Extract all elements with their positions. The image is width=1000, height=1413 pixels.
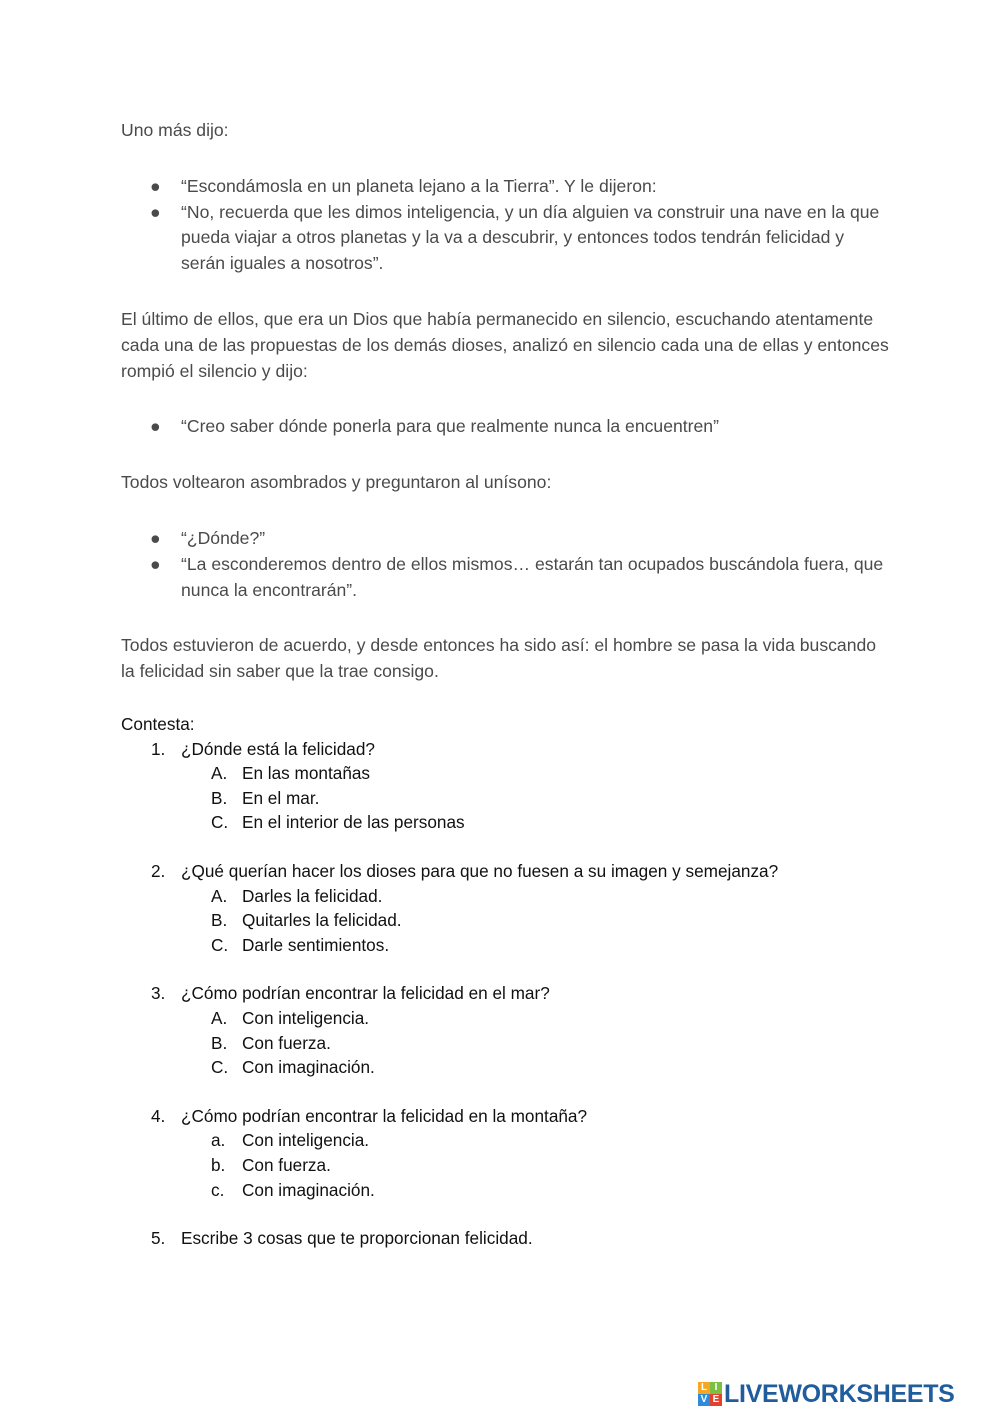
answer-option xyxy=(121,761,901,786)
answer-option xyxy=(121,884,901,909)
answer-option xyxy=(121,1055,901,1080)
option-text: Con imaginación. xyxy=(242,1179,375,1200)
answer-option xyxy=(121,786,901,811)
option-text: Con imaginación. xyxy=(242,1057,375,1078)
option-text: Con fuerza. xyxy=(242,1154,331,1175)
question-text: Escribe 3 cosas que te proporcionan felicidad. xyxy=(181,1228,533,1249)
logo-letter: V xyxy=(698,1394,710,1406)
story-text xyxy=(121,118,891,685)
answer-option xyxy=(121,908,901,933)
option-text: Darles la felicidad. xyxy=(242,885,383,906)
story-paragraph: El último de ellos, que era un Dios que había permanecido en silencio, escuchando atentamente cada una de las propuestas de los demás dioses, analizó en silencio cada una de ellas y entonces rompió el silencio y dijo: xyxy=(121,308,889,381)
option-letter: C. xyxy=(211,812,229,833)
question-text: ¿Qué querían hacer los dioses para que no fuesen a su imagen y semejanza? xyxy=(181,860,779,881)
option-text: Con inteligencia. xyxy=(242,1130,370,1151)
option-letter: B. xyxy=(211,1032,228,1053)
option-letter: b. xyxy=(211,1154,226,1175)
answer-option xyxy=(121,1178,901,1203)
story-paragraph: Todos estuvieron de acuerdo, y desde entonces ha sido así: el hombre se pasa la vida buscando la felicidad sin saber que la trae consigo. xyxy=(121,635,877,682)
liveworksheets-logo xyxy=(698,1380,955,1408)
bullet-symbol: ● xyxy=(150,201,161,222)
question-number: 4. xyxy=(151,1105,166,1126)
option-letter: c. xyxy=(211,1179,225,1200)
bullet-item: ● “No, recuerda que les dimos inteligencia, y un día alguien va construir una nave en la que pueda viajar a otros planetas y la va a descubrir, y entonces todos tendrán felicidad y serán iguales a nosotros”. xyxy=(150,201,880,274)
question-number: 2. xyxy=(151,860,166,881)
bullet-list-1 xyxy=(121,174,891,277)
bullet-symbol: ● xyxy=(150,175,161,196)
question-text: ¿Cómo podrían encontrar la felicidad en el mar? xyxy=(181,983,550,1004)
bullet-symbol: ● xyxy=(150,553,161,574)
option-text: Con inteligencia. xyxy=(242,1007,370,1028)
option-letter: A. xyxy=(211,885,228,906)
option-letter: C. xyxy=(211,934,229,955)
question-1 xyxy=(121,737,901,762)
answer-option xyxy=(121,1031,901,1056)
option-text: Quitarles la felicidad. xyxy=(242,910,402,931)
option-text: En las montañas xyxy=(242,763,371,784)
question-text: ¿Cómo podrían encontrar la felicidad en la montaña? xyxy=(181,1105,588,1126)
answer-option xyxy=(121,1153,901,1178)
bullet-item: ● “Escondámosla en un planeta lejano a la Tierra”. Y le dijeron: xyxy=(121,174,891,200)
answer-option xyxy=(121,810,901,835)
answer-option xyxy=(121,1006,901,1031)
quiz-heading: Contesta: xyxy=(121,714,195,734)
question-number: 3. xyxy=(151,983,166,1004)
story-intro: Uno más dijo: xyxy=(121,120,229,140)
logo-letter: E xyxy=(710,1394,722,1406)
question-2 xyxy=(121,859,901,884)
option-text: En el mar. xyxy=(242,787,320,808)
logo-letter: L xyxy=(698,1382,710,1394)
option-text: Darle sentimientos. xyxy=(242,934,390,955)
bullet-item: ● “Creo saber dónde ponerla para que realmente nunca la encuentren” xyxy=(121,414,891,440)
bullet-item: ● “La esconderemos dentro de ellos mismos… estarán tan ocupados buscándola fuera, que nunca la encontrarán”. xyxy=(150,553,884,600)
question-number: 1. xyxy=(151,738,166,759)
question-text: ¿Dónde está la felicidad? xyxy=(181,738,375,759)
option-letter: B. xyxy=(211,910,228,931)
question-number: 5. xyxy=(151,1228,166,1249)
bullet-list-3 xyxy=(121,526,891,603)
option-letter: C. xyxy=(211,1057,229,1078)
bullet-symbol: ● xyxy=(150,527,161,548)
story-paragraph: Todos voltearon asombrados y preguntaron al unísono: xyxy=(121,472,552,493)
bullet-item: ● “¿Dónde?” xyxy=(121,526,891,552)
bullet-list-2 xyxy=(121,414,891,440)
option-letter: A. xyxy=(211,1007,228,1028)
option-letter: a. xyxy=(211,1130,226,1151)
logo-letter: I xyxy=(710,1382,722,1394)
question-3 xyxy=(121,981,901,1006)
question-list xyxy=(121,737,901,1251)
logo-text: LIVEWORKSHEETS xyxy=(724,1379,955,1408)
logo-mark-icon xyxy=(698,1382,722,1406)
option-text: En el interior de las personas xyxy=(242,812,465,833)
bullet-symbol: ● xyxy=(150,416,161,437)
quiz-section xyxy=(121,712,901,1251)
question-5 xyxy=(121,1226,901,1251)
option-letter: A. xyxy=(211,763,228,784)
answer-option xyxy=(121,933,901,958)
answer-option xyxy=(121,1128,901,1153)
option-text: Con fuerza. xyxy=(242,1032,331,1053)
question-4 xyxy=(121,1104,901,1129)
option-letter: B. xyxy=(211,787,228,808)
